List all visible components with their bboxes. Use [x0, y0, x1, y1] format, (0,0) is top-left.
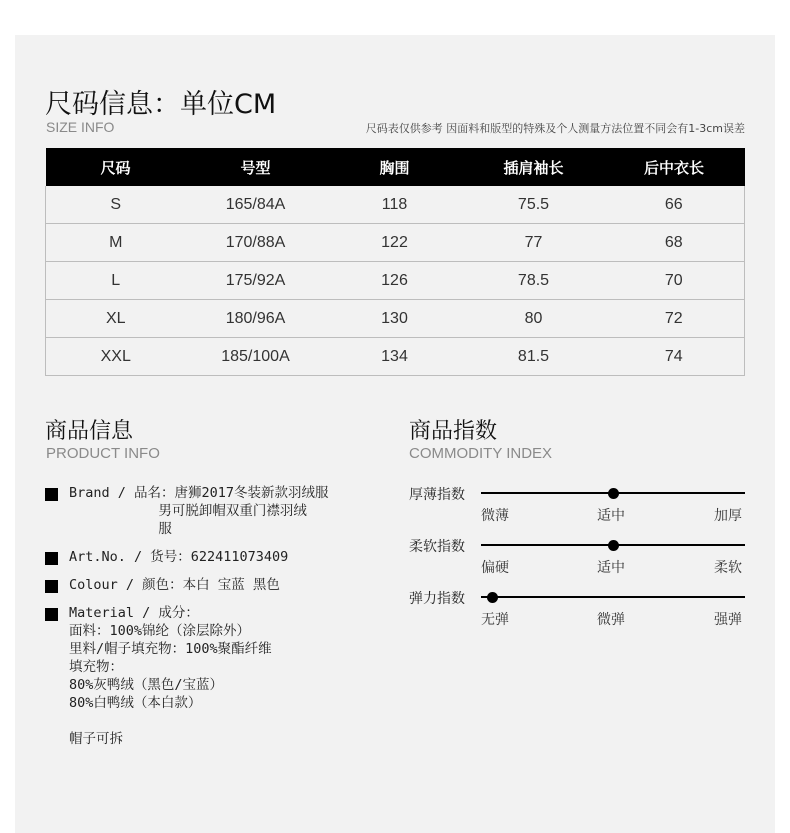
index-label: 柔软指数: [409, 539, 465, 555]
index-marker: [487, 592, 498, 603]
table-row: [46, 262, 745, 300]
table-cell: 130: [326, 300, 464, 338]
art-no-text: Art.No. / 货号：622411073409: [69, 549, 289, 565]
bullet-icon: [45, 552, 58, 565]
table-cell: 175/92A: [186, 262, 326, 300]
index-tick-high: 柔软: [714, 560, 742, 576]
table-cell: 118: [326, 186, 464, 224]
index-marker: [608, 488, 619, 499]
table-cell: 81.5: [464, 338, 604, 376]
bullet-icon: [45, 580, 58, 593]
table-cell: 180/96A: [186, 300, 326, 338]
table-cell: 70: [604, 262, 745, 300]
index-tick-low: 偏硬: [481, 560, 509, 576]
index-tick-high: 加厚: [714, 508, 742, 524]
table-cell: 72: [604, 300, 745, 338]
index-tick-mid: 微弹: [597, 612, 625, 628]
table-cell: L: [46, 262, 186, 300]
bullet-icon: [45, 488, 58, 501]
index-tick-mid: 适中: [597, 508, 625, 524]
commodity-index-subtitle: COMMODITY INDEX: [409, 445, 553, 462]
table-cell: 170/88A: [186, 224, 326, 262]
table-cell: 66: [604, 186, 745, 224]
table-cell: 75.5: [464, 186, 604, 224]
table-cell: 122: [326, 224, 464, 262]
index-tick-high: 强弹: [714, 612, 742, 628]
table-cell: XXL: [46, 338, 186, 376]
size-disclaimer-note: 尺码表仅供参考 因面料和版型的特殊及个人测量方法位置不同会有1-3cm误差: [365, 122, 745, 135]
commodity-index-title: 商品指数: [409, 419, 498, 444]
size-table-header-row: [46, 148, 745, 186]
product-info-title: 商品信息: [45, 419, 134, 444]
size-table: [45, 148, 745, 376]
table-cell: M: [46, 224, 186, 262]
table-cell: XL: [46, 300, 186, 338]
table-cell: 74: [604, 338, 745, 376]
table-row: [46, 186, 745, 224]
table-cell: 165/84A: [186, 186, 326, 224]
table-cell: 126: [326, 262, 464, 300]
index-label: 弹力指数: [409, 591, 465, 607]
bullet-icon: [45, 608, 58, 621]
table-cell: S: [46, 186, 186, 224]
table-cell: 68: [604, 224, 745, 262]
index-tick-mid: 适中: [597, 560, 625, 576]
header-size: 尺码: [46, 148, 186, 186]
product-info-subtitle: PRODUCT INFO: [46, 445, 160, 462]
table-cell: 80: [464, 300, 604, 338]
header-model: 号型: [186, 148, 326, 186]
index-tick-low: 无弹: [481, 612, 509, 628]
table-cell: 134: [326, 338, 464, 376]
table-cell: 185/100A: [186, 338, 326, 376]
header-chest: 胸围: [326, 148, 464, 186]
material-text: Material / 成分： 面料：100%锦纶（涂层除外） 里料/帽子填充物：100%聚酯纤维 填充物： 80%灰鸭绒（黑色/宝蓝） 80%白鸭绒（本白款） 帽子可拆: [69, 605, 272, 747]
table-row: [46, 338, 745, 376]
index-scale-line: [481, 596, 745, 598]
table-cell: 77: [464, 224, 604, 262]
table-row: [46, 224, 745, 262]
index-marker: [608, 540, 619, 551]
index-tick-low: 微薄: [481, 508, 509, 524]
table-row: [46, 300, 745, 338]
colour-text: Colour / 颜色：本白 宝蓝 黑色: [69, 577, 280, 593]
brand-text: Brand / 品名：唐狮2017冬装新款羽绒服 男可脱卸帽双重门襟羽绒 服: [69, 485, 329, 537]
table-cell: 78.5: [464, 262, 604, 300]
header-back-length: 后中衣长: [604, 148, 745, 186]
size-info-subtitle: SIZE INFO: [46, 119, 115, 135]
header-sleeve-length: 插肩袖长: [464, 148, 604, 186]
size-info-title: 尺码信息：单位CM: [45, 89, 277, 120]
index-label: 厚薄指数: [409, 487, 465, 503]
